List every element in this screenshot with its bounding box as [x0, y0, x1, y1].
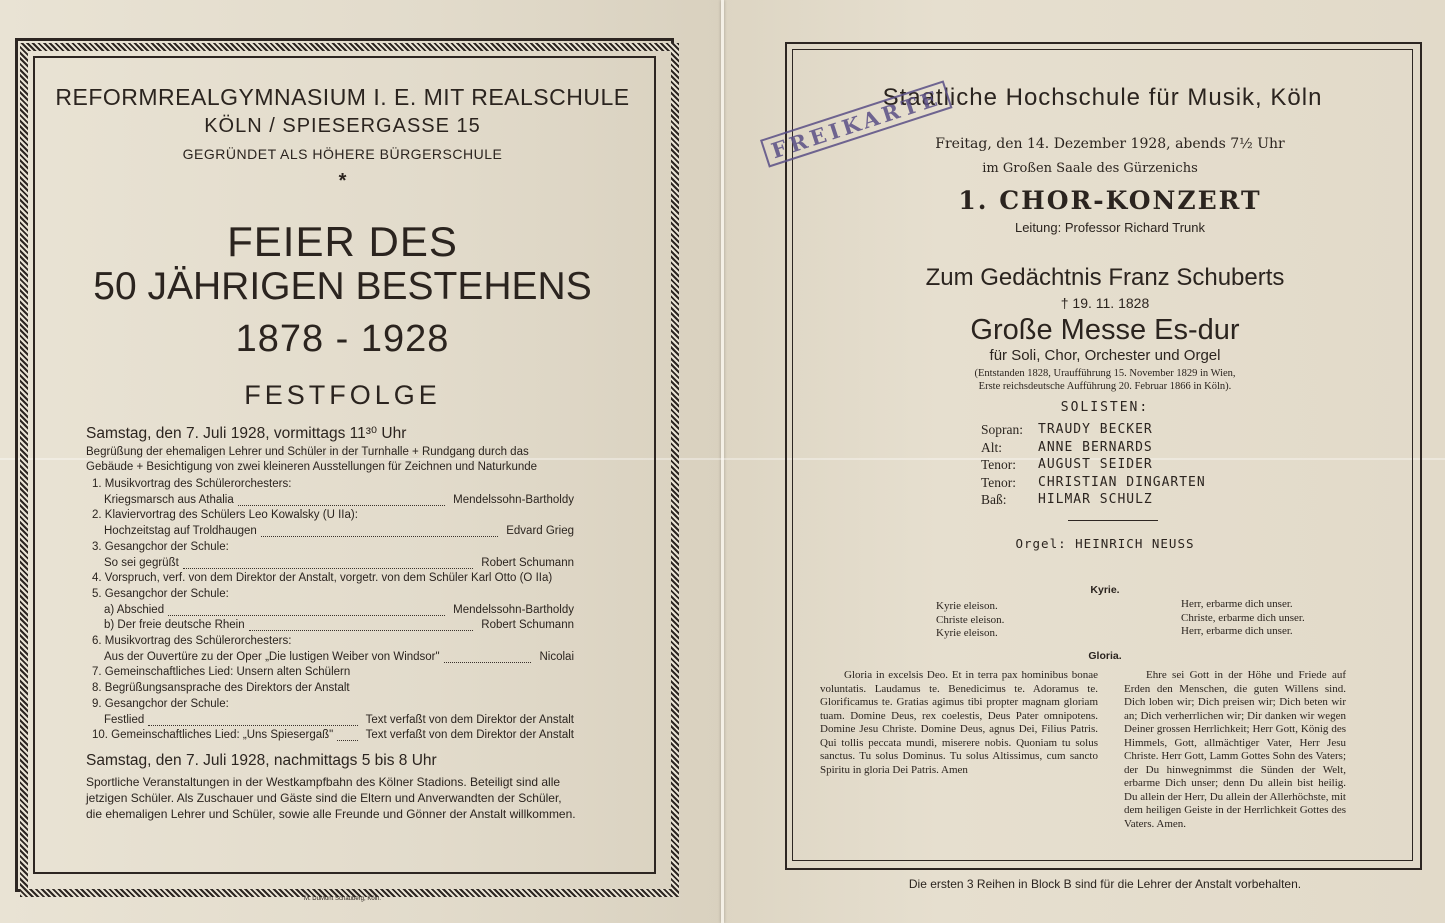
program-item-label: 5. Gesangchor der Schule:	[92, 587, 229, 600]
soloists-heading: SOLISTEN:	[1060, 400, 1150, 415]
dot-leader	[148, 725, 357, 726]
history-line-1: (Entstanden 1828, Uraufführung 15. November 1829 in Wien,	[974, 368, 1236, 379]
program-item-label: 6. Musikvortrag des Schülerorchesters:	[92, 635, 292, 647]
program-item-composer: Nicolai	[539, 650, 574, 663]
dot-leader	[168, 615, 445, 616]
kyrie-latin-line: Christe eleison.	[936, 613, 1005, 626]
program-item-piece: Aus der Ouvertüre zu der Oper „Die lustigen Weiber von Windsor"	[104, 650, 440, 663]
dot-leader	[337, 740, 357, 741]
kyrie-german-line: Christe, erbarme dich unser.	[1181, 611, 1305, 624]
afternoon-text-2: jetzigen Schüler. Als Zuschauer und Gäste sind die Eltern und Anverwandten der Schüler,	[86, 791, 562, 805]
work-title: Große Messe Es-dur	[970, 314, 1240, 346]
death-date: † 19. 11. 1828	[1060, 295, 1150, 311]
program-item-label: 10. Gemeinschaftliches Lied: „Uns Spiesergaß"	[92, 729, 334, 742]
program-item-label: 8. Begrüßungsansprache des Direktors der Anstalt	[92, 682, 350, 695]
title-line-1: FEIER DES	[227, 218, 458, 265]
dot-leader	[249, 630, 474, 631]
program-item-label: 2. Klaviervortrag des Schülers Leo Kowalsky (U IIa):	[92, 509, 358, 522]
program-item-label: 9. Gesangchor der Schule:	[92, 697, 229, 710]
morning-text-1: Begrüßung der ehemaligen Lehrer und Schüler in der Turnhalle + Rundgang durch das	[86, 446, 529, 458]
concert-date: Freitag, den 14. Dezember 1928, abends 7½ Uhr	[935, 136, 1285, 152]
school-name: REFORMREALGYMNASIUM I. E. MIT REALSCHULE	[55, 84, 630, 110]
freikarte-stamp: FREIKARTE	[760, 80, 952, 167]
years: 1878 - 1928	[235, 318, 450, 360]
work-scoring: für Soli, Chor, Orchester und Orgel	[989, 347, 1221, 364]
program-item-piece: Festlied	[104, 713, 145, 726]
afternoon-heading: Samstag, den 7. Juli 1928, nachmittags 5 bis 8 Uhr	[86, 752, 437, 769]
founded-line: GEGRÜNDET ALS HÖHERE BÜRGERSCHULE	[182, 146, 503, 162]
gloria-german: Ehre sei Gott in der Höhe und Friede auf Erden den Menschen, die guten Willens sind. Dich loben wir; Dich preisen wir; Dich beten wir an; Dich verherrlichen wir; Dir danken wir wegen Deiner grossen Herrlichkeit; Herr Gott, König des Himmels, Gott, allmächtiger Vater, Herr Jesu Christe. Herr Gott, Lamm Gottes Sohn des Vaters; der Du hinwegnimmst die Sünden der Welt, erbarme Dich unser; denn Du allein bist heilig. Du allein der Herr, Du allein der Allerhöchste, mit dem heiligen Geiste in der Herrlichkeit Gottes des Vaters. Amen.	[1124, 669, 1346, 830]
program-item-piece: Kriegsmarsch aus Athalia	[104, 493, 234, 506]
program-item-composer: Robert Schumann	[481, 556, 574, 569]
program-item-composer: Text verfaßt von dem Direktor der Anstalt	[365, 729, 574, 742]
title-line-2: 50 JÄHRIGEN BESTEHENS	[93, 265, 592, 308]
festfolge-heading: FESTFOLGE	[244, 380, 441, 410]
program-item-piece: b) Der freie deutsche Rhein	[104, 619, 245, 632]
soloist-voice: Baß:	[981, 492, 1007, 507]
kyrie-heading: Kyrie.	[1090, 584, 1120, 596]
program-item-composer: Mendelssohn-Bartholdy	[453, 493, 574, 506]
morning-text-2: Gebäude + Besichtigung von zwei kleineren Ausstellungen für Zeichnen und Naturkunde	[86, 461, 538, 473]
soloist-voice: Tenor:	[981, 474, 1017, 490]
memorial-title: Zum Gedächtnis Franz Schuberts	[925, 264, 1285, 291]
ornament: *	[338, 170, 347, 192]
printer-credit: M. DuMont Schauberg, Köln.	[303, 896, 382, 902]
center-fold	[721, 0, 724, 923]
concert-venue: im Großen Saale des Gürzenichs	[982, 161, 1198, 176]
concert-title: 1. CHOR-KONZERT	[958, 186, 1262, 215]
program-item-composer: Mendelssohn-Bartholdy	[453, 603, 574, 616]
dot-leader	[238, 505, 445, 506]
program-item-composer: Edvard Grieg	[506, 525, 574, 538]
program-item-piece: So sei gegrüßt	[104, 556, 179, 569]
divider	[1068, 520, 1158, 521]
program-item-label: 4. Vorspruch, verf. von dem Direktor der Anstalt, vorgetr. von dem Schüler Karl Otto (O IIa)	[92, 572, 553, 585]
soloist-voice: Tenor:	[981, 457, 1017, 472]
kyrie-german-line: Herr, erbarme dich unser.	[1181, 598, 1293, 610]
soloist-name: ANNE BERNARDS	[1038, 439, 1153, 455]
footer-note: Die ersten 3 Reihen in Block B sind für die Lehrer der Anstalt vorbehalten.	[908, 877, 1302, 891]
dot-leader	[183, 568, 474, 569]
program-item-composer: Text verfaßt von dem Direktor der Anstalt	[365, 713, 574, 726]
organist: Orgel: HEINRICH NEUSS	[1015, 536, 1195, 551]
kyrie-german-line: Herr, erbarme dich unser.	[1181, 625, 1293, 637]
soloist-name: HILMAR SCHULZ	[1038, 492, 1153, 507]
program-item-label: 7. Gemeinschaftliches Lied: Unsern alten Schülern	[92, 666, 351, 679]
program-item-composer: Robert Schumann	[481, 619, 574, 632]
program-item-piece: a) Abschied	[104, 603, 165, 616]
conductor: Leitung: Professor Richard Trunk	[1014, 220, 1206, 235]
dot-leader	[261, 536, 498, 537]
afternoon-text-3: die ehemaligen Lehrer und Schüler, sowie alle Freunde und Gönner der Anstalt willkommen.	[86, 807, 576, 821]
program-item-label: 1. Musikvortrag des Schülerorchesters:	[92, 478, 292, 490]
school-address: KÖLN / SPIESERGASSE 15	[204, 115, 481, 137]
kyrie-latin-line: Kyrie eleison.	[936, 600, 998, 612]
program-item-label: 3. Gesangchor der Schule:	[92, 540, 229, 553]
soloist-name: AUGUST SEIDER	[1038, 457, 1153, 472]
morning-heading: Samstag, den 7. Juli 1928, vormittags 11³⁰ Uhr	[86, 425, 407, 442]
soloist-name: CHRISTIAN DINGARTEN	[1038, 474, 1206, 490]
program-item-piece: Hochzeitstag auf Troldhaugen	[104, 525, 257, 538]
soloist-voice: Alt:	[981, 439, 1003, 455]
gloria-heading: Gloria.	[1088, 650, 1122, 662]
afternoon-text-1: Sportliche Veranstaltungen in der Westkampfbahn des Kölner Stadions. Beteiligt sind alle	[86, 775, 561, 789]
history-line-2: Erste reichsdeutsche Aufführung 20. Februar 1866 in Köln).	[978, 381, 1232, 392]
institution-name: Staatliche Hochschule für Musik, Köln	[882, 84, 1323, 111]
dot-leader	[444, 662, 532, 663]
soloist-name: TRAUDY BECKER	[1038, 422, 1153, 437]
soloist-voice: Sopran:	[981, 422, 1023, 437]
kyrie-latin-line: Kyrie eleison.	[936, 627, 998, 639]
gloria-latin: Gloria in excelsis Deo. Et in terra pax hominibus bonae voluntatis. Laudamus te. Benedicimus te. Adoramus te. Glorificamus te. Gratias agimus tibi propter magnam gloriam tuam. Domine Deus, rex coelestis, Deus Pater omnipotens. Domine Jesu Christe. Domine Deus, agnus Dei, Filius Patris. Qui tollis peccata mundi, miserere nobis. Quoniam tu solus sanctus. Tu solus Dominus. Tu solus Altissimus, cum sancto Spiritu in gloria Dei Patris. Amen	[820, 669, 1098, 776]
